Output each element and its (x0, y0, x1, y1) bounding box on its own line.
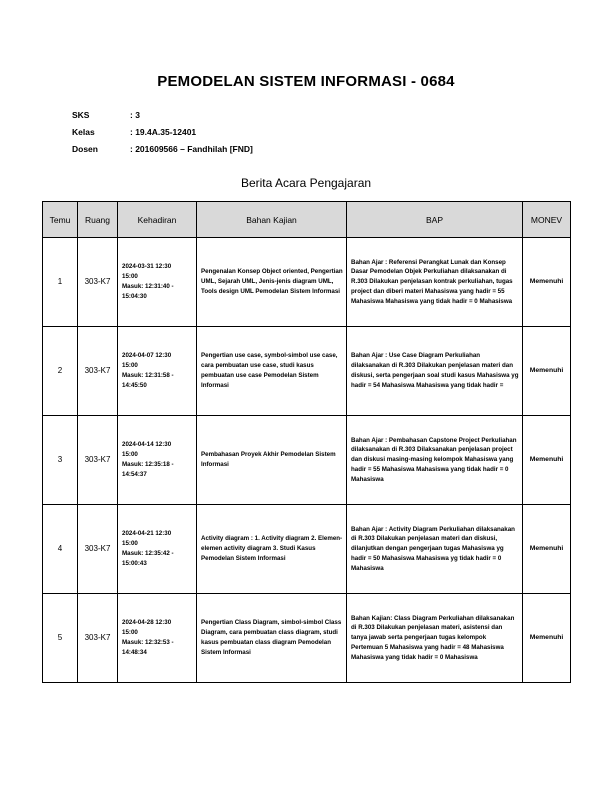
kehadiran-line: 2024-04-07 12:30 (122, 352, 172, 360)
header-bahan-kajian: Bahan Kajian (197, 202, 347, 238)
meta-label: Dosen (72, 144, 98, 154)
header-kehadiran: Kehadiran (118, 202, 197, 238)
kehadiran-line: 15:00:43 (122, 559, 147, 567)
cell-temu: 3 (43, 416, 78, 505)
meta-row-dosen (72, 141, 253, 158)
meta-value: : 19.4A.35-12401 (130, 127, 197, 137)
kehadiran-line: Masuk: 12:31:40 - (122, 283, 174, 290)
section-subtitle: Berita Acara Pengajaran (240, 176, 372, 190)
cell-bap: Bahan Ajar : Use Case Diagram Perkuliahan dilaksanakan di R.303 Dilakukan penjelasan materi dan diskusi, serta pengerjaan soal studi kasus Mahasiswa yg hadir = 54 Mahasiswa Mahasiswa yang tidak hadir = (347, 327, 523, 416)
meta-label: SKS (72, 110, 90, 120)
header-temu: Temu (43, 202, 78, 238)
header-ruang: Ruang (78, 202, 118, 238)
header-bap: BAP (347, 202, 523, 238)
cell-kehadiran (118, 416, 197, 505)
cell-temu: 1 (43, 238, 78, 327)
document-title: PEMODELAN SISTEM INFORMASI - 0684 (157, 73, 455, 90)
cell-bap: Bahan Ajar : Activity Diagram Perkuliahan dilaksanakan di R.303 Dilakukan penjelasan materi dan diskusi, dilanjutkan dengan pengerjaan tugas Mahasiswa yg hadir = 50 Mahasiswa Mahasiswa yg tidak hadir = 0 Mahasiswa (347, 505, 523, 594)
cell-temu: 5 (43, 594, 78, 683)
course-meta (72, 107, 253, 158)
cell-temu: 4 (43, 505, 78, 594)
cell-monev: Memenuhi (523, 416, 571, 505)
cell-bap: Bahan Kajian: Class Diagram Perkuliahan dilaksanakan di R.303 Dilakukan penjelasan materi, asistensi dan tanya jawab serta pengerjaan tugas kelompok Pertemuan 5 Mahasiswa yang hadir = 48 Mahasiswa Mahasiswa yang tidak hadir = 0 Mahasiswa (347, 594, 523, 683)
cell-bahan-kajian: Pengenalan Konsep Object oriented, Pengertian UML, Sejarah UML, Jenis-jenis diagram UML, Tools design UML Pemodelan Sistem Informasi (197, 238, 347, 327)
kehadiran-line: 15:00 (122, 273, 138, 281)
cell-ruang: 303-K7 (78, 238, 118, 327)
cell-bap: Bahan Ajar : Referensi Perangkat Lunak dan Konsep Dasar Pemodelan Objek Perkuliahan dilaksanakan di R.303 Dilakukan penjelasan kontrak perkuliahan, tugas project dan diberi materi Mahasiswa yang hadir = 55 Mahasiswa Mahasiswa yang tidak hadir = 0 Mahasiswa (347, 238, 523, 327)
cell-ruang: 303-K7 (78, 327, 118, 416)
teaching-report-table (42, 201, 571, 683)
kehadiran-line: 14:54:37 (122, 470, 147, 478)
table-row (43, 327, 571, 416)
kehadiran-line: 15:04:30 (122, 292, 147, 300)
kehadiran-line: 15:00 (122, 451, 138, 459)
kehadiran-line: 14:48:34 (122, 648, 147, 656)
header-monev: MONEV (523, 202, 571, 238)
table-header-row (43, 202, 571, 238)
table-row (43, 594, 571, 683)
cell-temu: 2 (43, 327, 78, 416)
table-row (43, 238, 571, 327)
cell-kehadiran (118, 238, 197, 327)
kehadiran-line: Masuk: 12:31:58 - (122, 372, 174, 379)
table-row (43, 416, 571, 505)
kehadiran-line: 15:00 (122, 629, 138, 637)
cell-kehadiran (118, 327, 197, 416)
meta-row-kelas (72, 124, 253, 141)
kehadiran-line: 15:00 (122, 540, 138, 548)
kehadiran-line: Masuk: 12:35:18 - (122, 461, 174, 468)
cell-monev: Memenuhi (523, 327, 571, 416)
meta-value: : 3 (130, 110, 140, 120)
cell-bahan-kajian: Activity diagram : 1. Activity diagram 2. Elemen-elemen activity diagram 3. Studi Kasus Pemodelan Sistem Informasi (197, 505, 347, 594)
kehadiran-line: 14:45:50 (122, 381, 147, 389)
cell-kehadiran (118, 505, 197, 594)
cell-bahan-kajian: Pengertian use case, symbol-simbol use case, cara pembuatan use case, studi kasus pembuatan use case Pemodelan Sistem Informasi (197, 327, 347, 416)
cell-bahan-kajian: Pengertian Class Diagram, simbol-simbol Class Diagram, cara pembuatan class diagram, studi kasus pembuatan class diagram Pemodelan Sistem Informasi (197, 594, 347, 683)
kehadiran-line: Masuk: 12:32:53 - (122, 639, 174, 646)
cell-kehadiran (118, 594, 197, 683)
kehadiran-line: 2024-04-28 12:30 (122, 619, 172, 627)
kehadiran-line: 2024-04-14 12:30 (122, 441, 172, 449)
kehadiran-line: 15:00 (122, 362, 138, 370)
cell-monev: Memenuhi (523, 238, 571, 327)
meta-row-sks (72, 107, 253, 124)
cell-bap: Bahan Ajar : Pembahasan Capstone Project Perkuliahan dilaksanakan di R.303 Dilaksanakan penjelasan project dan diskusi masing-masing kelompok Mahasiswa yang hadir = 55 Mahasiswa Mahasiswa yang tidak hadir = 0 Mahasiswa (347, 416, 523, 505)
cell-ruang: 303-K7 (78, 505, 118, 594)
kehadiran-line: 2024-03-31 12:30 (122, 263, 172, 271)
kehadiran-line: 2024-04-21 12:30 (122, 530, 172, 538)
cell-monev: Memenuhi (523, 505, 571, 594)
kehadiran-line: Masuk: 12:35:42 - (122, 550, 174, 557)
meta-value: : 201609566 – Fandhilah [FND] (130, 144, 253, 154)
meta-label: Kelas (72, 127, 95, 137)
cell-ruang: 303-K7 (78, 594, 118, 683)
table-row (43, 505, 571, 594)
cell-ruang: 303-K7 (78, 416, 118, 505)
cell-bahan-kajian: Pembahasan Proyek Akhir Pemodelan Sistem Informasi (197, 416, 347, 505)
cell-monev: Memenuhi (523, 594, 571, 683)
